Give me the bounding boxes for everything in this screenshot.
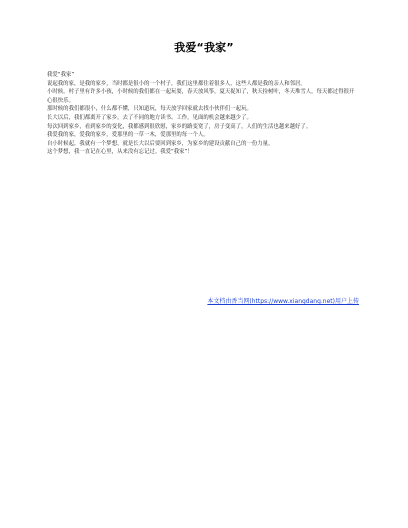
paragraph-8: 自小时候起，我就有一个梦想，就是长大以后要回到家乡，为家乡的建设贡献自己的一份力量。 [47, 140, 274, 147]
paragraph-5: 长大以后，我们都离开了家乡，去了不同的地方读书、工作，见面的机会越来越少了。 [47, 114, 252, 121]
source-link[interactable]: 本文档由香当网(https://www.xiangdang.net)用户上传 [207, 298, 359, 305]
paragraph-3: 小时候，村子里有许多小孩，小时候的我们都在一起玩耍，春天放风筝，夏天捉知了，秋天捡树叶，冬天堆雪人，每天都过得很开心很快乐。 [47, 89, 355, 104]
paragraph-1: 我爱“我家” [47, 72, 75, 78]
paragraph-4: 那时候的我们都很小，什么都不懂，只知道玩，每天放学回家就去找小伙伴们一起玩。 [47, 106, 252, 113]
paragraph-7: 我爱我的家，爱我的家乡，爱那里的一草一木，爱那里的每一个人。 [47, 132, 209, 139]
paragraph-6: 每次回到家乡，看到家乡的变化，我都感到很欣慰，家乡的路变宽了，房子变高了，人们的生活也越来越好了。 [47, 123, 312, 130]
document-title: 我爱“我家” [174, 41, 234, 54]
document-body [47, 71, 359, 157]
paragraph-9: 这个梦想，我一直记在心里，从来没有忘记过。我爱“我家”！ [47, 149, 193, 156]
paragraph-2: 说起我的家，是我的家乡，当时都是很小的一个村子，我们这里都住着很多人，这些人都是我的亲人和邻居。 [47, 80, 306, 87]
